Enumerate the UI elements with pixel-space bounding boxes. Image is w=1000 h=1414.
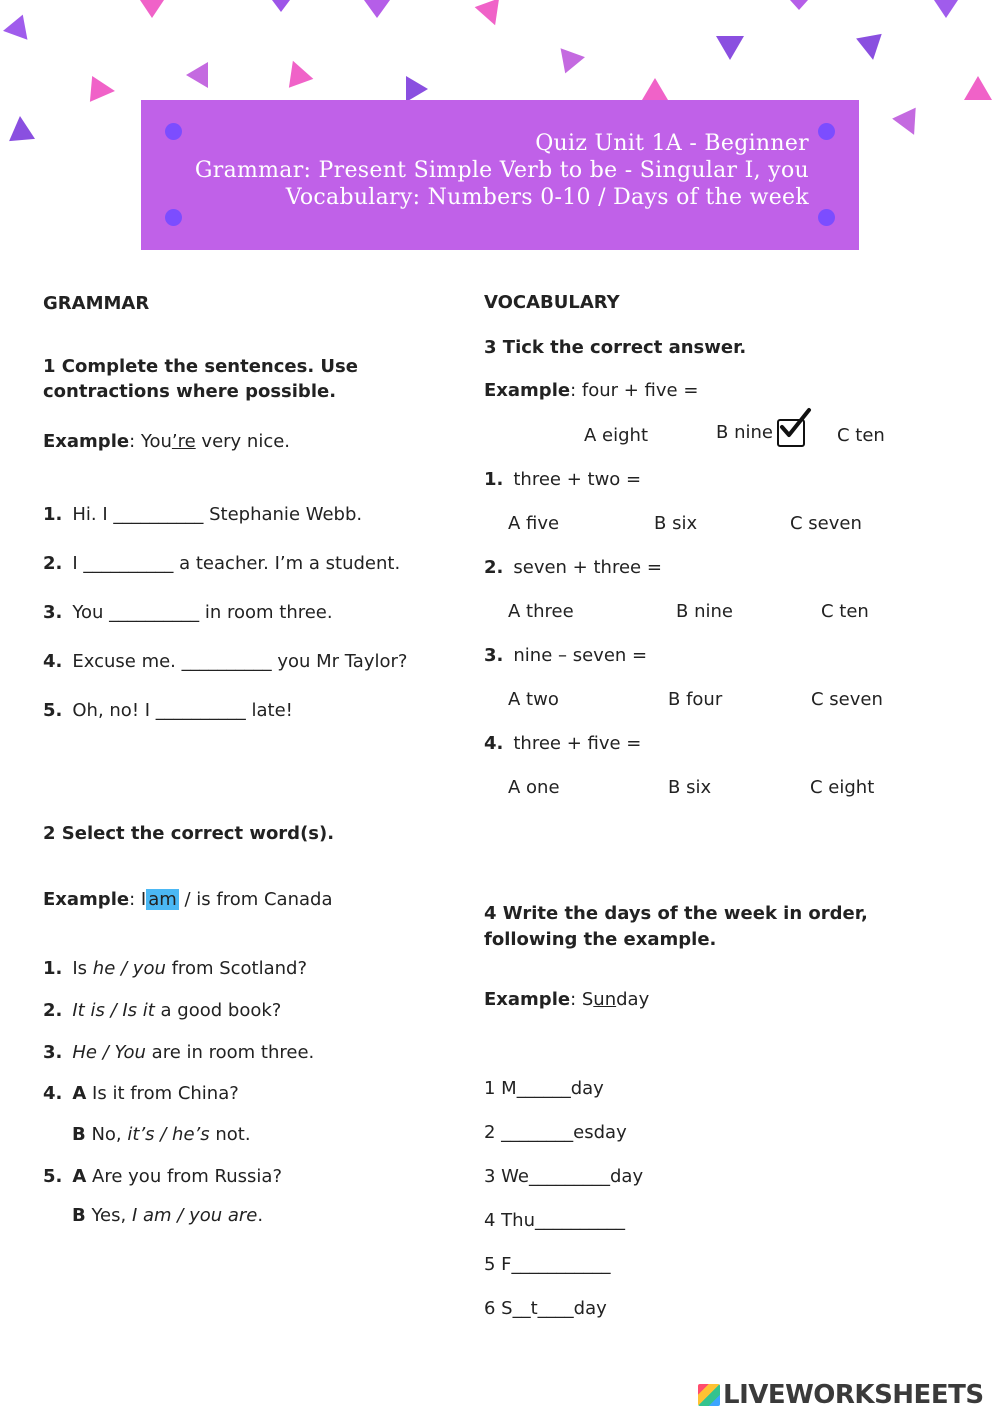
item-number: 4.	[43, 651, 63, 672]
confetti-triangle	[790, 0, 808, 10]
confetti-triangle	[281, 56, 314, 87]
confetti-triangle	[856, 34, 886, 62]
confetti-triangle	[475, 0, 508, 30]
item-number: 2.	[484, 557, 504, 578]
speaker-label: B	[72, 1205, 86, 1226]
confetti-triangle	[406, 76, 428, 102]
example-option-selected	[716, 419, 805, 447]
answer-option[interactable]: C ten	[821, 601, 869, 622]
item-number: 5.	[43, 700, 63, 721]
exercise-2-item-reply[interactable]	[72, 1205, 263, 1226]
exercise-4-example	[484, 989, 649, 1010]
confetti-triangle	[934, 0, 958, 18]
exercise-2-title: 2 Select the correct word(s).	[43, 823, 335, 844]
item-text: Excuse me. __________ you Mr Taylor?	[72, 651, 408, 672]
confetti-triangle	[716, 36, 744, 60]
day-gap-item[interactable]: 5 F___________	[484, 1254, 611, 1275]
confetti-triangle	[553, 48, 585, 78]
grammar-heading: GRAMMAR	[43, 293, 150, 314]
example-option: C ten	[837, 425, 885, 446]
item-number: 5.	[43, 1166, 63, 1187]
item-text: Yes,	[85, 1205, 132, 1226]
day-gap-item[interactable]: 3 We_________day	[484, 1166, 644, 1187]
checkmark-icon	[777, 419, 805, 447]
speaker-label: A	[72, 1166, 87, 1187]
exercise-1-item[interactable]	[43, 602, 333, 623]
exercise-3-question	[484, 557, 662, 578]
exercise-3-question	[484, 469, 641, 490]
item-number: 3.	[43, 1042, 63, 1063]
answer-option[interactable]: C seven	[811, 689, 883, 710]
item-text: Is it from China?	[86, 1083, 239, 1104]
question-text: nine – seven =	[513, 645, 648, 666]
vocabulary-heading: VOCABULARY	[484, 292, 620, 313]
exercise-1-title	[43, 354, 358, 404]
speaker-label: B	[72, 1124, 86, 1145]
item-choices[interactable]: I am / you are	[131, 1205, 258, 1226]
example-label: Example	[484, 989, 571, 1010]
example-label: Example	[484, 380, 571, 401]
answer-option[interactable]: A two	[508, 689, 559, 710]
item-number: 2.	[43, 1000, 63, 1021]
exercise-4-title-line-1: 4 Write the days of the week in order,	[484, 903, 868, 924]
item-text: not.	[209, 1124, 251, 1145]
banner-line-1: Quiz Unit 1A - Beginner	[535, 131, 809, 156]
answer-option[interactable]: A five	[508, 513, 560, 534]
exercise-2-item[interactable]	[43, 1042, 314, 1063]
exercise-1-item[interactable]	[43, 553, 400, 574]
item-text: from Scotland?	[165, 958, 308, 979]
confetti-triangle	[642, 78, 668, 100]
exercise-4-title	[484, 901, 868, 953]
exercise-2-item	[43, 1166, 282, 1187]
confetti-triangle	[90, 76, 116, 104]
confetti-triangle	[3, 10, 35, 40]
example-text: very nice.	[195, 431, 291, 452]
day-gap-item[interactable]: 6 S__t____day	[484, 1298, 607, 1319]
day-gap-item[interactable]: 2 ________esday	[484, 1122, 627, 1143]
confetti-triangle	[272, 0, 290, 12]
title-banner	[141, 100, 859, 250]
exercise-1-item[interactable]	[43, 700, 293, 721]
example-option: A eight	[584, 425, 649, 446]
exercise-1-example	[43, 431, 290, 452]
day-gap-item[interactable]: 1 M______day	[484, 1078, 604, 1099]
item-text: Are you from Russia?	[86, 1166, 283, 1187]
example-text: : S	[570, 989, 594, 1010]
item-text: .	[257, 1205, 264, 1226]
example-text: : I	[129, 889, 147, 910]
exercise-2-item[interactable]	[43, 1000, 281, 1021]
confetti-triangle	[140, 0, 164, 18]
exercise-2-item-reply[interactable]	[72, 1124, 251, 1145]
item-text: You __________ in room three.	[72, 602, 333, 623]
answer-option[interactable]: B four	[668, 689, 723, 710]
item-number: 4.	[43, 1083, 63, 1104]
example-selected-word: am	[148, 889, 177, 910]
answer-option[interactable]: A one	[508, 777, 560, 798]
exercise-3-title: 3 Tick the correct answer.	[484, 337, 747, 358]
example-text: : four + five =	[570, 380, 699, 401]
banner-title	[195, 130, 809, 211]
speaker-label: A	[72, 1083, 87, 1104]
logo-text: LIVEWORKSHEETS	[723, 1380, 984, 1410]
banner-dot	[165, 123, 182, 140]
day-gap-item[interactable]: 4 Thu__________	[484, 1210, 625, 1231]
question-text: seven + three =	[513, 557, 662, 578]
confetti-triangle	[7, 115, 35, 141]
answer-option[interactable]: B nine	[676, 601, 733, 622]
item-text: a good book?	[154, 1000, 282, 1021]
exercise-2-item	[43, 1083, 239, 1104]
liveworksheets-logo-icon	[698, 1384, 720, 1406]
banner-line-3: Vocabulary: Numbers 0-10 / Days of the week	[285, 185, 809, 210]
example-answer: ’re	[171, 431, 196, 452]
exercise-1-title-line-1: 1 Complete the sentences. Use	[43, 356, 358, 377]
item-text: Oh, no! I __________ late!	[72, 700, 293, 721]
item-choices[interactable]: He / You	[72, 1042, 146, 1063]
item-choices[interactable]: it’s / he’s	[127, 1124, 210, 1145]
item-text: Hi. I __________ Stephanie Webb.	[72, 504, 363, 525]
banner-dot	[818, 209, 835, 226]
exercise-4-title-line-2: following the example.	[484, 929, 717, 950]
question-text: three + two =	[513, 469, 642, 490]
example-answer: un	[593, 989, 617, 1010]
example-label: Example	[43, 889, 130, 910]
banner-dot	[818, 123, 835, 140]
answer-option[interactable]: B six	[668, 777, 712, 798]
exercise-3-example	[484, 380, 698, 401]
item-number: 3.	[484, 645, 504, 666]
item-choices[interactable]: It is / Is it	[72, 1000, 155, 1021]
item-choices[interactable]: he / you	[92, 958, 166, 979]
example-option-label: B nine	[716, 422, 773, 443]
example-text: : You	[129, 431, 172, 452]
item-text: Is	[72, 958, 93, 979]
item-number: 2.	[43, 553, 63, 574]
banner-line-2: Grammar: Present Simple Verb to be - Singular I, you	[194, 158, 809, 183]
item-text: No,	[85, 1124, 128, 1145]
item-number: 1.	[484, 469, 504, 490]
banner-dot	[165, 209, 182, 226]
liveworksheets-logo	[698, 1380, 984, 1410]
example-label: Example	[43, 431, 130, 452]
example-text: / is from Canada	[178, 889, 333, 910]
example-text: day	[616, 989, 650, 1010]
answer-option[interactable]: B six	[654, 513, 698, 534]
item-number: 3.	[43, 602, 63, 623]
answer-option[interactable]: A three	[508, 601, 574, 622]
confetti-triangle	[364, 0, 390, 18]
item-number: 1.	[43, 958, 63, 979]
item-number: 4.	[484, 733, 504, 754]
question-text: three + five =	[513, 733, 642, 754]
answer-option[interactable]: C eight	[810, 777, 875, 798]
exercise-1-item[interactable]	[43, 651, 407, 672]
item-text: are in room three.	[145, 1042, 315, 1063]
exercise-3-question	[484, 645, 647, 666]
item-number: 1.	[43, 504, 63, 525]
exercise-2-item[interactable]	[43, 958, 307, 979]
confetti-triangle	[964, 76, 992, 100]
exercise-1-title-line-2: contractions where possible.	[43, 381, 337, 402]
exercise-2-example	[43, 889, 332, 910]
exercise-1-item[interactable]	[43, 504, 362, 525]
confetti-triangle	[892, 108, 926, 141]
exercise-3-question	[484, 733, 641, 754]
confetti-triangle	[186, 62, 208, 88]
item-text: I __________ a teacher. I’m a student.	[72, 553, 401, 574]
answer-option[interactable]: C seven	[790, 513, 862, 534]
